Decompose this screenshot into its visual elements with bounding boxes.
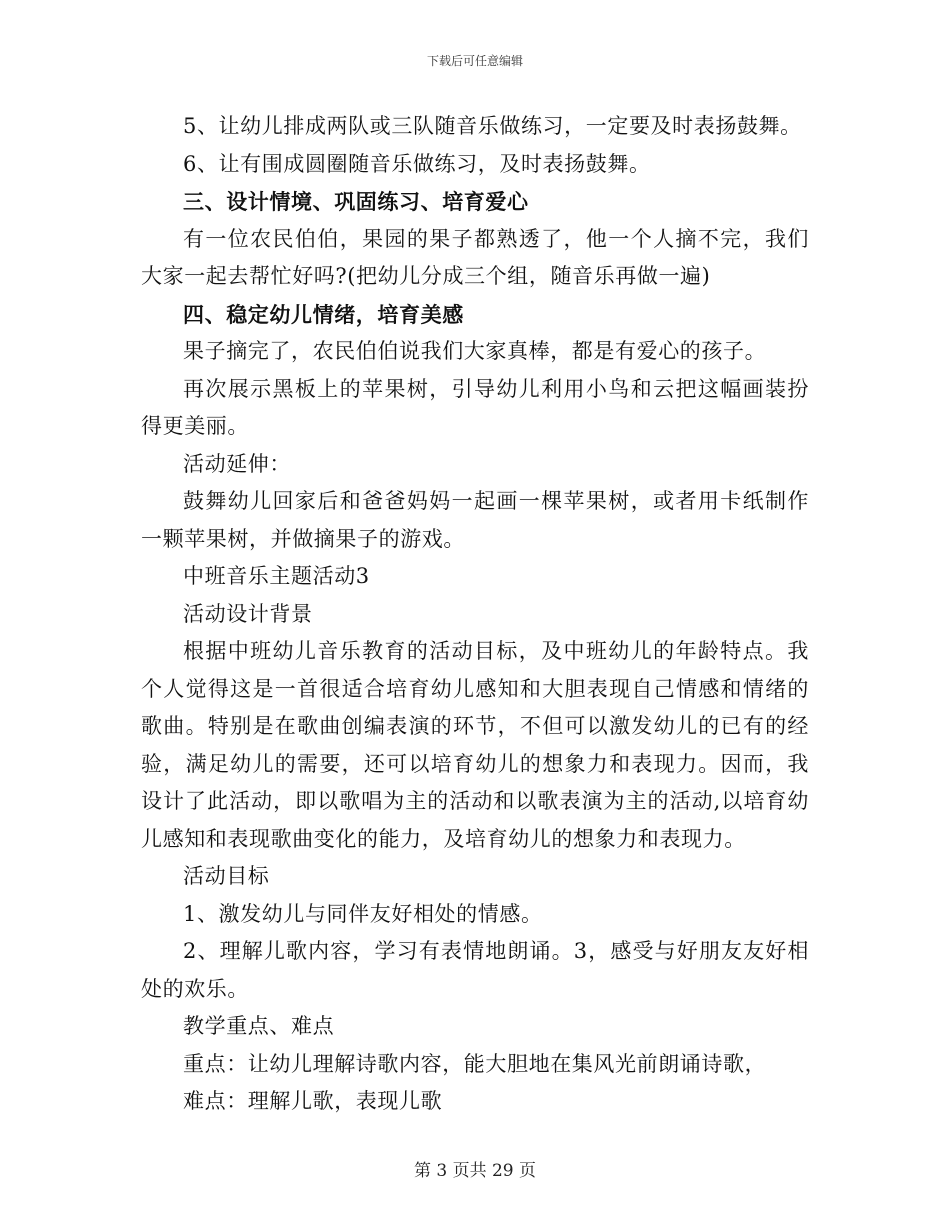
label-key-points: 教学重点、难点 — [183, 1014, 335, 1038]
section-heading-3: 三、设计情境、巩固练习、培育爱心 — [183, 189, 529, 214]
list-item-5: 5、让幼儿排成两队或三队随音乐做练习，一定要及时表扬鼓舞。 — [183, 114, 802, 138]
activity-title-3: 中班音乐主题活动3 — [183, 564, 370, 588]
paragraph-apple-tree: 再次展示黑板上的苹果树，引导幼儿利用小鸟和云把这幅画装扮得更美丽。 — [141, 376, 809, 438]
goal-item-2: 2、理解儿歌内容，学习有表情地朗诵。3，感受与好朋友友好相处的欢乐。 — [141, 939, 809, 1001]
paragraph-praise: 果子摘完了，农民伯伯说我们大家真棒，都是有爱心的孩子。 — [183, 339, 767, 363]
document-body — [141, 108, 809, 1121]
goal-item-1: 1、激发幼儿与同伴友好相处的情感。 — [183, 901, 543, 926]
difficult-point: 难点：理解儿歌，表现儿歌 — [183, 1089, 443, 1113]
paragraph-extension: 鼓舞幼儿回家后和爸爸妈妈一起画一棵苹果树，或者用卡纸制作一颗苹果树，并做摘果子的游戏。 — [141, 489, 809, 551]
label-design-background: 活动设计背景 — [183, 601, 313, 626]
section-heading-4: 四、稳定幼儿情绪，培育美感 — [183, 301, 464, 327]
paragraph-scenario: 有一位农民伯伯，果园的果子都熟透了，他一个人摘不完，我们大家一起去帮忙好吗?(把幼儿分成三个组，随音乐再做一遍) — [141, 226, 809, 288]
page-number: 第 3 页共 29 页 — [413, 1161, 537, 1181]
key-point: 重点：让幼儿理解诗歌内容，能大胆地在集风光前朗诵诗歌， — [183, 1051, 767, 1076]
list-item-6: 6、让有围成圆圈随音乐做练习，及时表扬鼓舞。 — [183, 151, 651, 176]
paragraph-background: 根据中班幼儿音乐教育的活动目标，及中班幼儿的年龄特点。我个人觉得这是一首很适合培育幼儿感知和大胆表现自己情感和情绪的歌曲。特别是在歌曲创编表演的环节，不但可以激发幼儿的已有的经验，满足幼儿的需要，还可以培育幼儿的想象力和表现力。因而，我设计了此活动，即以歌唱为主的活动和以歌表演为主的活动,以培育幼儿感知和表现歌曲变化的能力，及培育幼儿的想象力和表现力。 — [141, 639, 809, 851]
page-header: 下载后可任意编辑 — [426, 54, 523, 68]
label-activity-goals: 活动目标 — [183, 864, 270, 888]
label-activity-extension: 活动延伸： — [183, 451, 291, 476]
